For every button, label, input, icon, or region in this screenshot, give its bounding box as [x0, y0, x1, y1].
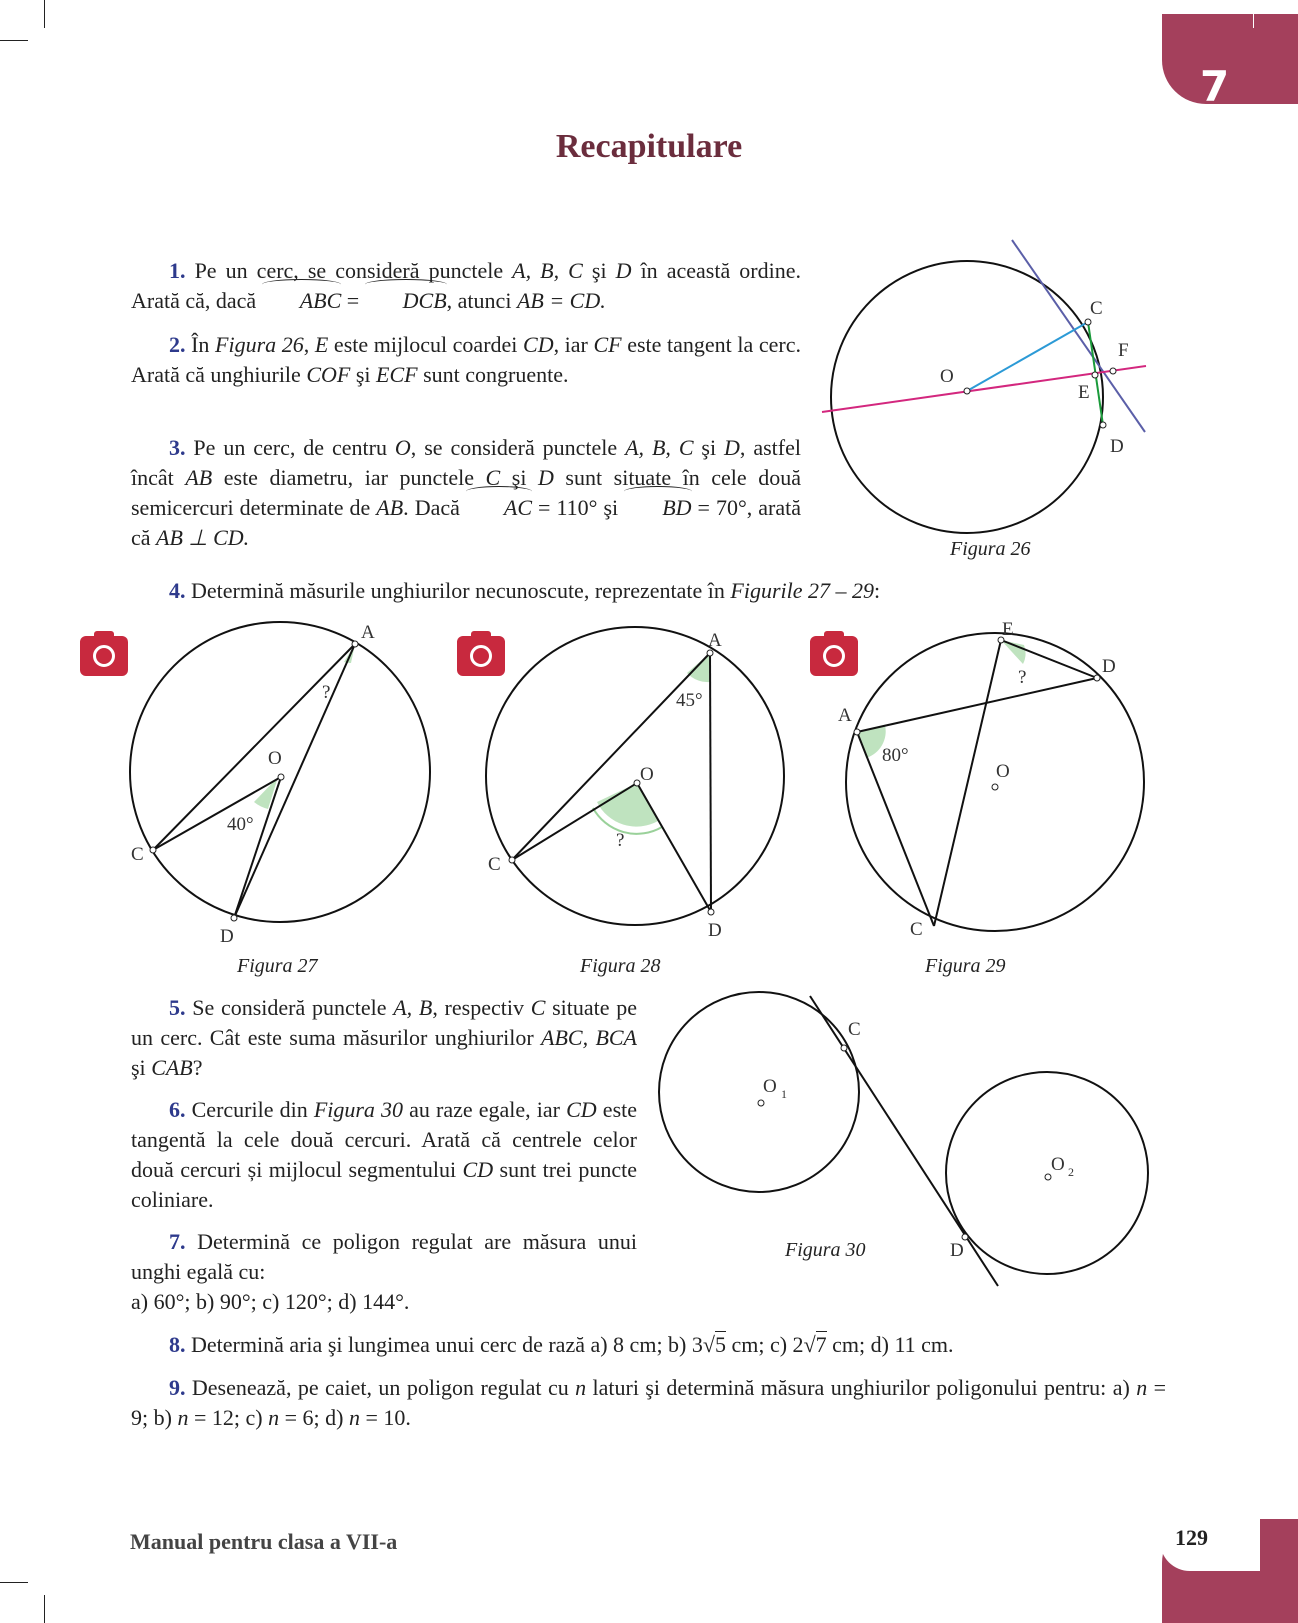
label-question: ?	[616, 830, 625, 851]
text: sunt situate în cele două semicercuri determinate de	[131, 465, 801, 520]
math: CD	[566, 1097, 597, 1122]
text: = 110° şi	[532, 495, 625, 520]
figure-29-caption: Figura 29	[925, 955, 1006, 977]
math: E	[314, 332, 329, 357]
label-d: D	[708, 920, 722, 941]
segment-ac	[153, 644, 355, 850]
segment-ad	[710, 653, 711, 912]
text: , atunci	[446, 288, 517, 313]
point-c	[1085, 319, 1091, 325]
crop-mark	[44, 1595, 45, 1623]
figure-ref: Figura 30	[313, 1097, 404, 1122]
label-c: C	[848, 1019, 861, 1040]
circle	[130, 622, 430, 922]
segment-ad	[857, 678, 1097, 732]
text: În	[191, 332, 216, 357]
label-d: D	[1102, 656, 1116, 677]
label-angle: 45°	[676, 690, 703, 711]
point-a	[854, 729, 860, 735]
problem-8	[131, 1330, 1181, 1360]
math: D	[615, 258, 632, 283]
segment-oc	[967, 322, 1088, 391]
label-d: D	[1110, 436, 1124, 457]
text: Cercurile din	[191, 1097, 314, 1122]
text: Pe un cerc, se consideră punctele	[194, 258, 513, 283]
footer-title: Manual pentru clasa a VII-a	[130, 1529, 398, 1554]
text: cm; c) 2	[725, 1332, 804, 1357]
figure-ref: Figura 26	[215, 332, 304, 357]
label-c: C	[1090, 298, 1103, 319]
text: Se consideră punctele	[192, 995, 394, 1020]
math: D	[724, 435, 740, 460]
label-o2-subscript: 2	[1068, 1165, 1074, 1179]
page-number: 129	[1175, 1525, 1208, 1550]
text: Pe un cerc, de centru	[193, 435, 395, 460]
label-a: A	[708, 630, 722, 651]
point-o1	[758, 1100, 764, 1106]
math: ECF	[376, 362, 418, 387]
problem-7-options: a) 60°; b) 90°; c) 120°; d) 144°.	[131, 1289, 410, 1314]
problem-4	[131, 576, 1181, 606]
label-c: C	[910, 919, 923, 940]
arc-notation: BD	[624, 493, 691, 523]
sqrt-icon: √	[702, 1332, 715, 1357]
point-c	[509, 857, 515, 863]
angle-mark	[1001, 640, 1025, 664]
problem-number: 2.	[169, 332, 186, 357]
figure-27-caption: Figura 27	[237, 955, 318, 977]
point-o	[964, 388, 970, 394]
math: O	[394, 435, 411, 460]
circle	[831, 261, 1103, 533]
text: ,	[303, 332, 315, 357]
math: CF	[593, 332, 622, 357]
label-e: E	[1078, 382, 1090, 403]
problem-3	[131, 433, 801, 553]
radicand: 7	[815, 1332, 827, 1357]
text: au raze egale, iar	[403, 1097, 567, 1122]
figure-27	[125, 620, 445, 950]
text: = 10.	[359, 1405, 411, 1430]
segment-od	[234, 777, 281, 918]
segment-ad	[234, 644, 355, 918]
point-d	[1100, 422, 1106, 428]
figure-30-caption: Figura 30	[785, 1239, 866, 1261]
text: , iar	[553, 332, 594, 357]
label-c: C	[131, 844, 144, 865]
math: D	[538, 465, 554, 490]
math: C	[485, 465, 501, 490]
math: CAB	[151, 1055, 193, 1080]
math: AB ⊥ CD.	[156, 525, 250, 550]
math: AB	[185, 465, 213, 490]
label-angle: 40°	[227, 814, 254, 835]
problem-number: 9.	[169, 1375, 186, 1400]
text: =	[341, 288, 365, 313]
math: n	[348, 1405, 360, 1430]
text: sunt trei puncte coliniare.	[131, 1157, 637, 1212]
label-e: E	[1002, 619, 1014, 640]
math: A, B, C	[512, 258, 583, 283]
text: este mijlocul coardei	[328, 332, 524, 357]
segment-ec	[934, 640, 1001, 926]
page-title: Recapitulare	[555, 128, 743, 165]
label-f: F	[1118, 340, 1129, 361]
problem-5	[131, 993, 637, 1083]
problem-2	[131, 330, 801, 390]
label-c: C	[488, 854, 501, 875]
text: :	[874, 578, 881, 603]
crop-mark	[0, 40, 28, 41]
math: n	[268, 1405, 280, 1430]
arc-notation: ABC	[262, 286, 342, 316]
point-a	[352, 641, 358, 647]
text: , respectiv	[432, 995, 531, 1020]
point-d	[1094, 675, 1100, 681]
text: = 9; b)	[131, 1375, 1166, 1430]
crop-mark	[0, 1582, 28, 1583]
label-o1-subscript: 1	[781, 1087, 787, 1101]
figure-29	[830, 615, 1170, 945]
point-e	[1092, 372, 1098, 378]
radicand: 5	[714, 1332, 726, 1357]
segment-ac	[512, 653, 710, 860]
circle-o2	[946, 1072, 1148, 1274]
figure-ref: Figurile 27 – 29	[730, 578, 875, 603]
chapter-number: 7	[1200, 62, 1230, 111]
math: n	[177, 1405, 189, 1430]
text: şi	[500, 465, 538, 490]
label-question: ?	[322, 682, 331, 703]
problem-number: 4.	[169, 578, 186, 603]
label-question: ?	[1018, 667, 1027, 688]
text: cm; d) 11 cm.	[826, 1332, 954, 1357]
text: este tangent la cerc. Arată că unghiurile	[131, 332, 801, 387]
crop-mark	[44, 0, 45, 28]
math: A, B, C	[625, 435, 694, 460]
text: , astfel încât	[131, 435, 801, 490]
label-a: A	[838, 705, 852, 726]
circle	[486, 627, 784, 925]
problem-9	[131, 1373, 1166, 1433]
figure-28-caption: Figura 28	[580, 955, 661, 977]
text: şi	[582, 258, 616, 283]
math: A, B	[393, 995, 433, 1020]
point-d	[231, 915, 237, 921]
problem-number: 1.	[169, 258, 186, 283]
math: COF	[306, 362, 351, 387]
point-o	[992, 784, 998, 790]
segment-co	[153, 777, 281, 850]
text: . Dacă	[403, 495, 466, 520]
problem-6	[131, 1095, 637, 1215]
text: sunt congruente.	[417, 362, 569, 387]
label-o: O	[640, 764, 654, 785]
figure-28	[480, 620, 800, 950]
text: şi	[350, 362, 376, 387]
math: CD	[523, 332, 554, 357]
text: este diametru, iar punctele	[212, 465, 486, 490]
text: = 6; d)	[279, 1405, 349, 1430]
label-angle: 80°	[882, 745, 909, 766]
point-c	[841, 1045, 847, 1051]
sqrt-icon: √	[803, 1332, 816, 1357]
text: şi	[131, 1055, 152, 1080]
problem-number: 6.	[169, 1097, 186, 1122]
label-o: O	[268, 748, 282, 769]
text: ?	[192, 1055, 203, 1080]
figure-26-caption: Figura 26	[950, 538, 1031, 560]
arc-notation: AC	[466, 493, 532, 523]
text: Determină ce poligon regulat are măsura unui unghi egală cu:	[131, 1229, 637, 1284]
point-f	[1110, 368, 1116, 374]
math: ABC, BCA	[541, 1025, 637, 1050]
text: în această ordine. Arată că, dacă	[131, 258, 801, 313]
point-d	[708, 909, 714, 915]
problem-number: 7.	[169, 1229, 186, 1254]
text: , se consideră punctele	[410, 435, 626, 460]
text: = 12; c)	[188, 1405, 269, 1430]
figure-30	[655, 990, 1175, 1290]
problem-1	[131, 256, 801, 316]
math: C	[530, 995, 546, 1020]
segment-od	[637, 783, 711, 912]
math: n	[575, 1375, 587, 1400]
text: laturi şi determină măsura unghiurilor poligonului pentru: a)	[586, 1375, 1137, 1400]
text: Determină măsurile unghiurilor necunoscute, reprezentate în	[191, 578, 731, 603]
label-o1: O	[763, 1076, 777, 1097]
circle-o1	[659, 992, 859, 1192]
problem-7	[131, 1227, 637, 1287]
point-c	[150, 847, 156, 853]
tangent-line	[1012, 240, 1145, 432]
math: CD	[462, 1157, 494, 1182]
math: n	[1136, 1375, 1148, 1400]
problem-number: 3.	[169, 435, 186, 460]
text: = 70°, arată că	[131, 495, 802, 550]
text: şi	[693, 435, 725, 460]
chapter-tab	[1162, 14, 1298, 104]
segment-ed	[1001, 640, 1097, 678]
math: AB = CD.	[516, 288, 606, 313]
text: Determină aria şi lungimea unui cerc de rază a) 8 cm; b) 3	[191, 1332, 703, 1357]
label-o2: O	[1051, 1154, 1065, 1175]
arc-notation: DCB	[365, 286, 447, 316]
math: AB	[376, 495, 404, 520]
point-o	[278, 774, 284, 780]
text: situate pe un cerc. Cât este suma măsurilor unghiurilor	[131, 995, 638, 1050]
label-a: A	[361, 622, 375, 643]
problem-number: 8.	[169, 1332, 186, 1357]
label-o: O	[996, 761, 1010, 782]
label-o: O	[940, 366, 954, 387]
label-d: D	[220, 926, 234, 947]
text: Desenează, pe caiet, un poligon regulat cu	[191, 1375, 576, 1400]
text: este tangentă la cele două cercuri. Arată că centrele celor două cercuri și mijlocul segmentului	[131, 1097, 638, 1182]
problem-number: 5.	[169, 995, 186, 1020]
crop-mark	[1253, 0, 1254, 28]
label-d: D	[950, 1240, 964, 1261]
figure-26	[800, 230, 1160, 570]
camera-icon[interactable]	[80, 636, 128, 676]
